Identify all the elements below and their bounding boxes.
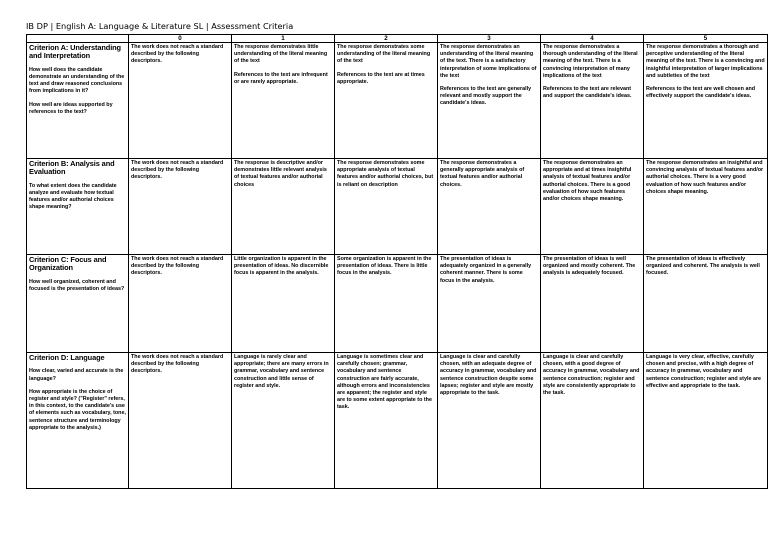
header-cell-level-2: 2 xyxy=(335,35,438,43)
level-cell-2 xyxy=(335,255,438,353)
descriptor-text: Some organization is apparent in the presentation of ideas. There is little focus in the analysis. xyxy=(337,256,432,277)
level-cell-3 xyxy=(438,159,541,255)
level-cell-4 xyxy=(541,255,644,353)
level-cell-0 xyxy=(129,159,232,255)
descriptor-text: The response demonstrates an understanding of the literal meaning of the text. There is a satisfactory interpretation of some implications of the text xyxy=(440,44,537,79)
document-title: IB DP | English A: Language & Literature SL | Assessment Criteria xyxy=(26,21,294,31)
descriptor-text: The work does not reach a standard described by the following descriptors. xyxy=(131,256,224,277)
level-cell-5 xyxy=(644,43,768,159)
header-cell-level-4: 4 xyxy=(541,35,644,43)
criterion-question: How well organized, coherent and focused is the presentation of ideas? xyxy=(29,278,125,293)
level-cell-0 xyxy=(129,255,232,353)
descriptor-text: The work does not reach a standard described by the following descriptors. xyxy=(131,354,224,375)
header-cell-level-5: 5 xyxy=(644,35,768,43)
descriptor-text: The response demonstrates some appropriate analysis of textual features and/or authorial choices, but is reliant on description xyxy=(337,160,434,188)
descriptor-text: Language is very clear, effective, carefully chosen and precise, with a high degree of accuracy in grammar, vocabulary and sentence construction; register and style are effective and appropriate to the task. xyxy=(646,354,762,389)
level-cell-0 xyxy=(129,353,232,489)
descriptor-text: References to the text are at times appropriate. xyxy=(337,71,425,85)
header-cell-criterion xyxy=(27,35,129,43)
criterion-cell xyxy=(27,159,129,255)
table-row-criterion-d xyxy=(27,353,768,489)
level-cell-1 xyxy=(232,255,335,353)
criterion-title: Criterion B: Analysis and Evaluation xyxy=(29,159,115,177)
level-cell-3 xyxy=(438,43,541,159)
descriptor-text: References to the text are relevant and support the candidate's ideas. xyxy=(543,86,632,100)
level-cell-5 xyxy=(644,255,768,353)
level-cell-3 xyxy=(438,353,541,489)
descriptor-text: The work does not reach a standard described by the following descriptors. xyxy=(131,44,224,65)
criterion-cell xyxy=(27,353,129,489)
level-cell-4 xyxy=(541,353,644,489)
descriptor-text: References to the text are infrequent or are rarely appropriate. xyxy=(234,71,328,85)
descriptor-text: The response demonstrates some understanding of the literal meaning of the text xyxy=(337,44,431,65)
level-cell-4 xyxy=(541,43,644,159)
descriptor-text: The response demonstrates a generally appropriate analysis of textual features and/or authorial choices. xyxy=(440,160,525,188)
criterion-title: Criterion D: Language xyxy=(29,353,105,362)
level-cell-3 xyxy=(438,255,541,353)
criterion-question: How clear, varied and accurate is the language? xyxy=(29,368,124,382)
level-cell-2 xyxy=(335,43,438,159)
header-cell-level-0: 0 xyxy=(129,35,232,43)
criterion-question: How well does the candidate demonstrate an understanding of the text and draw reasoned conclusions from implications in it? xyxy=(29,66,125,95)
level-cell-2 xyxy=(335,353,438,489)
descriptor-text: References to the text are well chosen and effectively support the candidate's ideas. xyxy=(646,86,756,100)
descriptor-text: The presentation of ideas is adequately organized in a generally coherent manner. There is some focus in the analysis. xyxy=(440,256,532,284)
header-cell-level-1: 1 xyxy=(232,35,335,43)
criterion-title: Criterion A: Understanding and Interpretation xyxy=(29,43,121,61)
level-cell-1 xyxy=(232,43,335,159)
descriptor-text: The presentation of ideas is well organized and mostly coherent. The analysis is adequately focused. xyxy=(543,256,636,277)
criterion-cell xyxy=(27,255,129,353)
criterion-cell xyxy=(27,43,129,159)
level-cell-0 xyxy=(129,43,232,159)
level-cell-5 xyxy=(644,159,768,255)
descriptor-text: The response demonstrates an appropriate and at times insightful analysis of textual features and/or authorial choices. There is a good evaluation of how such features and/or choices shape meaning. xyxy=(543,160,632,203)
table-row-criterion-b xyxy=(27,159,768,255)
descriptor-text: The response demonstrates an insightful and convincing analysis of textual features and/or authorial choices. There is a very good evaluation of how such features and/or choices shape meaning. xyxy=(646,160,764,195)
level-cell-1 xyxy=(232,353,335,489)
descriptor-text: The presentation of ideas is effectively organized and coherent. The analysis is well focused. xyxy=(646,256,760,277)
criterion-question: How appropriate is the choice of register and style? ("Register" refers, in this context, to the candidate's use of elements such as vocabulary, tone, sentence structure and terminology appropriate to the analysis.) xyxy=(29,388,126,431)
descriptor-text: References to the text are generally relevant and mostly support the candidate's ideas. xyxy=(440,86,532,107)
criterion-question: How well are ideas supported by references to the text? xyxy=(29,101,113,115)
descriptor-text: The response demonstrates little understanding of the literal meaning of the text xyxy=(234,44,328,65)
assessment-criteria-table xyxy=(26,34,768,489)
descriptor-text: Language is rarely clear and appropriate; there are many errors in grammar, vocabulary and sentence construction and little sense of register and style. xyxy=(234,354,329,389)
descriptor-text: The response demonstrates a thorough and perceptive understanding of the literal meaning of the text. There is a convincing and insightful interpretation of larger implications and subtleties of the text xyxy=(646,44,765,79)
descriptor-text: Little organization is apparent in the presentation of ideas. No discernible focus is apparent in the analysis. xyxy=(234,256,329,277)
criterion-question: To what extent does the candidate analyze and evaluate how textual features and/or authorial choices shape meaning? xyxy=(29,182,117,211)
criterion-title: Criterion C: Focus and Organization xyxy=(29,255,107,273)
descriptor-text: The response is descriptive and/or demonstrates little relevant analysis of textual features and/or authorial choices xyxy=(234,160,327,188)
header-row xyxy=(27,35,768,43)
level-cell-2 xyxy=(335,159,438,255)
header-cell-level-3: 3 xyxy=(438,35,541,43)
descriptor-text: The response demonstrates a thorough understanding of the literal meaning of the text. There is a convincing interpretation of many implications of the text xyxy=(543,44,638,79)
level-cell-4 xyxy=(541,159,644,255)
table-row-criterion-a xyxy=(27,43,768,159)
descriptor-text: Language is sometimes clear and carefully chosen; grammar, vocabulary and sentence construction are fairly accurate, although errors and inconsistencies are apparent; the register and style are to some extent appropriate to the task. xyxy=(337,354,432,411)
descriptor-text: Language is clear and carefully chosen, with an adequate degree of accuracy in grammar, vocabulary and sentence construction despite some lapses; register and style are mostly appropriate to the task. xyxy=(440,354,537,397)
level-cell-1 xyxy=(232,159,335,255)
descriptor-text: The work does not reach a standard described by the following descriptors. xyxy=(131,160,224,181)
descriptor-text: Language is clear and carefully chosen, with a good degree of accuracy in grammar, vocabulary and sentence construction; register and style are consistently appropriate to the task. xyxy=(543,354,640,397)
table-row-criterion-c xyxy=(27,255,768,353)
level-cell-5 xyxy=(644,353,768,489)
